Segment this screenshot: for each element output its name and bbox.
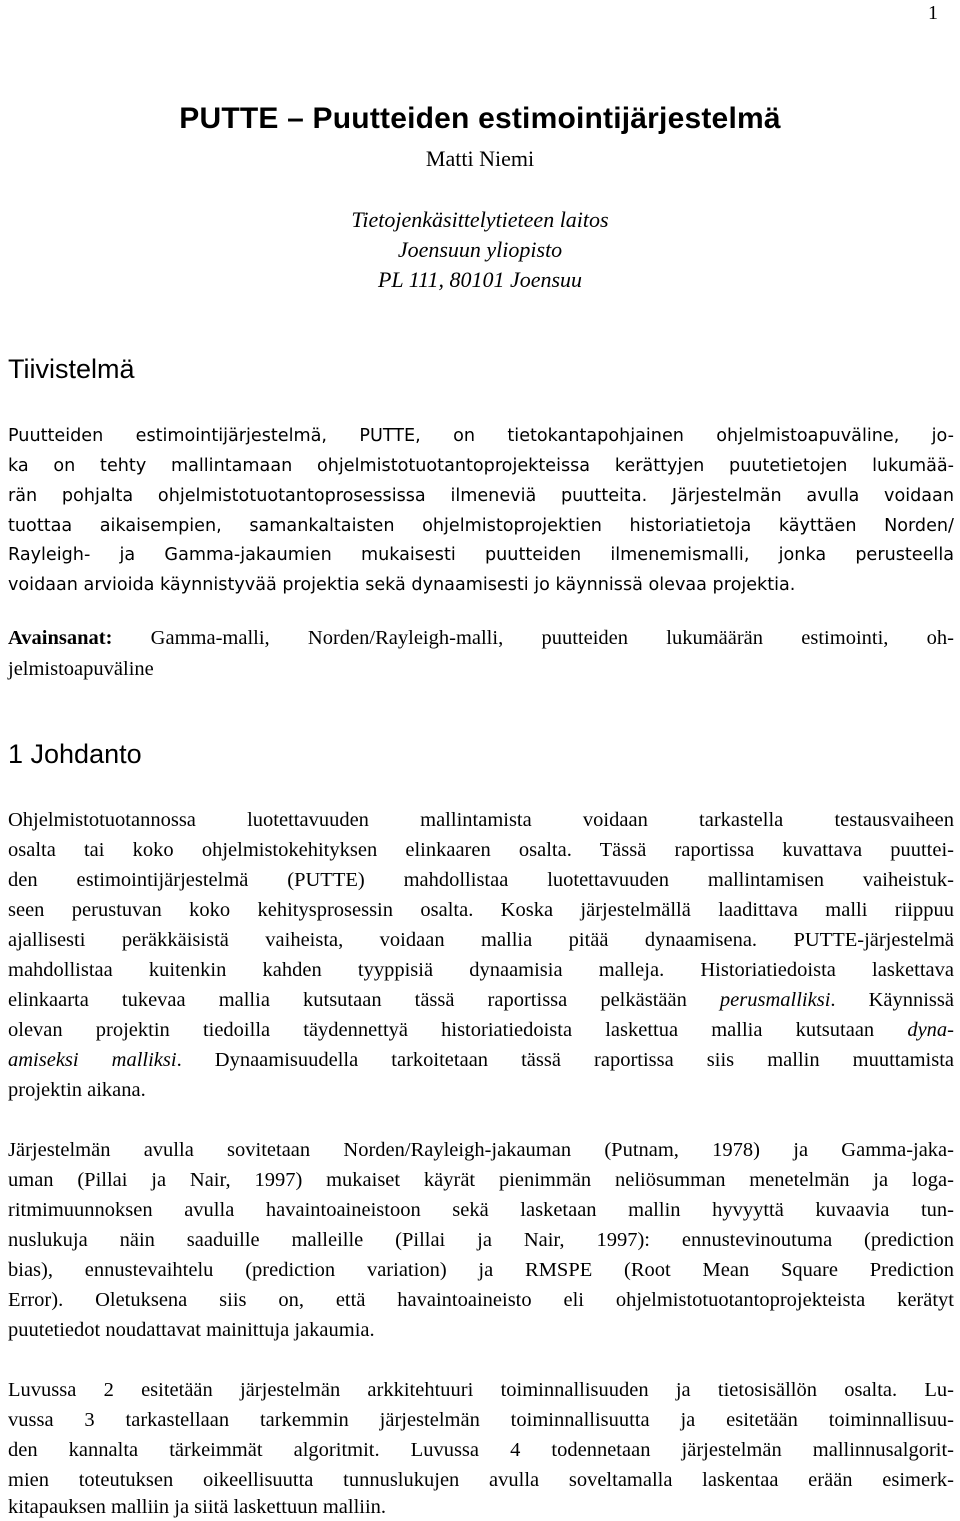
paragraph-line: Ohjelmistotuotannossa luotettavuuden mallintamista voidaan tarkastella testausvaiheen xyxy=(8,809,954,831)
section-heading-johdanto: 1 Johdanto xyxy=(8,739,142,769)
keywords-text: Gamma-malli, Norden/Rayleigh-malli, puutteiden lukumäärän estimointi, oh- xyxy=(112,627,954,649)
line-text: elinkaarta tukevaa mallia kutsutaan tässä raportissa pelkästään xyxy=(8,989,720,1011)
keywords-line-2: jelmistoapuväline xyxy=(8,658,154,680)
paragraph-line xyxy=(8,1016,954,1044)
page-number: 1 xyxy=(928,2,938,24)
emphasis-term: dyna- xyxy=(907,1019,954,1041)
paragraph-line: den kannalta tärkeimmät algoritmit. Luvussa 4 todennetaan järjestelmän mallinnusalgorit- xyxy=(8,1439,954,1461)
paragraph-line: ajallisesti peräkkäisistä vaiheista, voidaan mallia pitää dynaamisena. PUTTE-järjestelmä xyxy=(8,929,954,951)
abstract-line: ka on tehty mallintamaan ohjelmistotuotantoprojekteissa kerättyjen puutetietojen lukumää- xyxy=(8,456,954,476)
paragraph-line: puutetiedot noudattavat mainittuja jakaumia. xyxy=(8,1319,375,1341)
paragraph-line: mien toteutuksen oikeellisuutta tunnuslukujen avulla soveltamalla laskentaa erään esimerk- xyxy=(8,1469,954,1491)
abstract-line: rän pohjalta ohjelmistotuotantoprosessissa ilmeneviä puutteita. Järjestelmän avulla voidaan xyxy=(8,486,954,506)
keywords-line xyxy=(8,624,954,652)
paragraph-line xyxy=(8,1046,954,1074)
paragraph-line: projektin aikana. xyxy=(8,1079,146,1101)
emphasis-term: amiseksi malliksi xyxy=(8,1049,177,1071)
keywords-label: Avainsanat: xyxy=(8,627,113,649)
emphasis-term: perusmalliksi xyxy=(719,989,831,1011)
line-text: . Käynnissä xyxy=(830,989,954,1011)
paragraph-line: kitapauksen malliin ja siitä laskettuun malliin. xyxy=(8,1496,387,1518)
line-text: olevan projektin tiedoilla täydennettyä historiatiedoista laskettua mallia kutsutaan xyxy=(8,1019,908,1041)
paragraph-line: Error). Oletuksena siis on, että havaintoaineisto eli ohjelmistotuotantoprojekteista kerätyt xyxy=(8,1289,954,1311)
paragraph-line: seen perustuvan koko kehitysprosessin osalta. Koska järjestelmällä laadittava malli riippuu xyxy=(8,899,954,921)
affiliation-university: Joensuun yliopisto xyxy=(397,237,563,262)
abstract-line: Rayleigh- ja Gamma-jakaumien mukaisesti puutteiden ilmenemismalli, jonka perusteella xyxy=(8,545,954,565)
abstract-line: tuottaa aikaisempien, samankaltaisten ohjelmistoprojektien historiatietoja käyttäen Norden/ xyxy=(8,516,954,536)
affiliation-address: PL 111, 80101 Joensuu xyxy=(377,267,583,292)
paragraph-line: mahdollistaa kuitenkin kahden tyyppisiä dynaamisia malleja. Historiatiedoista laskettava xyxy=(8,959,954,981)
paragraph-line: nuslukuja näin saaduille malleille (Pillai ja Nair, 1997): ennustevinoutuma (prediction xyxy=(8,1229,954,1251)
abstract-line: voidaan arvioida käynnistyvää projektia sekä dynaamisesti jo käynnissä olevaa projektia. xyxy=(8,575,796,595)
paragraph-line: bias), ennustevaihtelu (prediction variation) ja RMSPE (Root Mean Square Prediction xyxy=(8,1259,954,1281)
abstract-line: Puutteiden estimointijärjestelmä, PUTTE, on tietokantapohjainen ohjelmistoapuväline, jo- xyxy=(8,426,954,446)
author-name: Matti Niemi xyxy=(425,146,535,171)
line-text: . Dynaamisuudella tarkoitetaan tässä raportissa siis mallin muuttamista xyxy=(176,1049,954,1071)
affiliation-department: Tietojenkäsittelytieteen laitos xyxy=(351,207,609,232)
abstract-heading: Tiivistelmä xyxy=(8,354,135,384)
paragraph-line: ritmimuunnoksen avulla havaintoaineistoon sekä lasketaan mallin hyvyyttä kuvaavia tun- xyxy=(8,1199,954,1221)
paragraph-line: Järjestelmän avulla sovitetaan Norden/Rayleigh-jakauman (Putnam, 1978) ja Gamma-jaka- xyxy=(8,1139,954,1161)
paragraph-line xyxy=(8,986,954,1014)
paragraph-line: osalta tai koko ohjelmistokehityksen elinkaaren osalta. Tässä raportissa kuvattava puuttei- xyxy=(8,839,954,861)
paper-title: PUTTE – Puutteiden estimointijärjestelmä xyxy=(179,102,781,135)
paragraph-line: vussa 3 tarkastellaan tarkemmin järjestelmän toiminnallisuutta ja esitetään toiminnallisuu- xyxy=(8,1409,954,1431)
paragraph-line: Luvussa 2 esitetään järjestelmän arkkitehtuuri toiminnallisuuden ja tietosisällön osalta. Lu- xyxy=(8,1379,954,1401)
paragraph-line: uman (Pillai ja Nair, 1997) mukaiset käyrät pienimmän neliösumman menetelmän ja loga- xyxy=(8,1169,954,1191)
paragraph-line: den estimointijärjestelmä (PUTTE) mahdollistaa luotettavuuden mallintamisen vaiheistuk- xyxy=(8,869,954,891)
